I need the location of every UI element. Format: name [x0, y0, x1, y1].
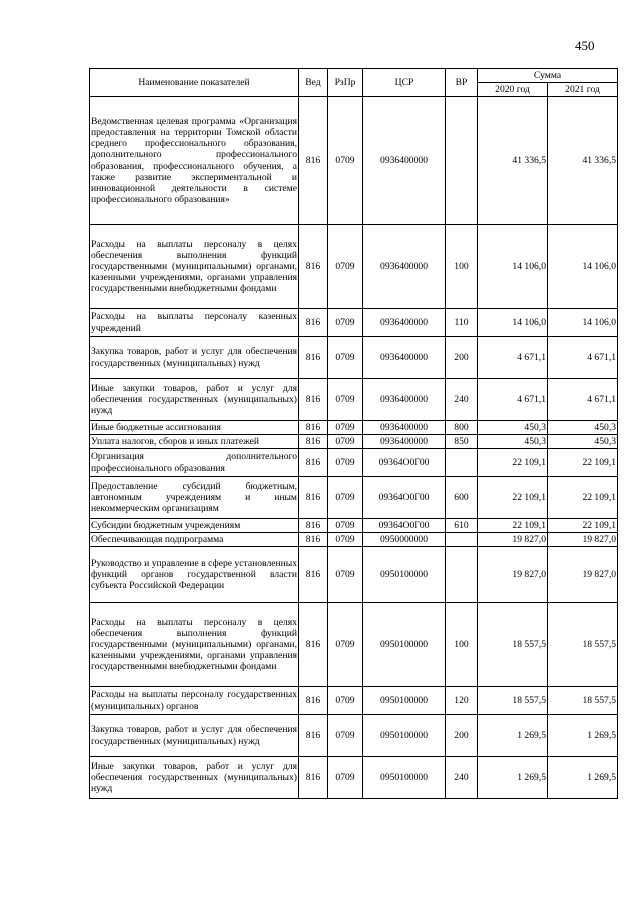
row-rzpr: 0709 — [328, 533, 363, 547]
row-csr: 0936400000 — [363, 97, 446, 225]
row-csr: 0950100000 — [363, 603, 446, 687]
table-row — [90, 715, 618, 757]
row-sum-2020: 14 106,0 — [478, 225, 548, 309]
row-rzpr: 0709 — [328, 435, 363, 449]
table-body — [90, 97, 618, 799]
row-sum-2020: 450,3 — [478, 421, 548, 435]
row-sum-2020: 19 827,0 — [478, 533, 548, 547]
row-sum-2020: 22 109,1 — [478, 449, 548, 477]
table-row — [90, 309, 618, 337]
row-name: Ведомственная целевая программа «Организация предоставления на территории Томской области среднего профессионального образования, дополнительного профессионального образования, профессионального обучения, а также развитие экспериментальной и инновационной деятельности в системе профессионального образования» — [90, 97, 299, 225]
row-csr: 0936400000 — [363, 337, 446, 379]
header-year-2021: 2021 год — [548, 83, 618, 97]
row-sum-2020: 41 336,5 — [478, 97, 548, 225]
row-vr: 240 — [446, 379, 478, 421]
row-rzpr: 0709 — [328, 757, 363, 799]
row-csr: 0936400000 — [363, 435, 446, 449]
row-rzpr: 0709 — [328, 225, 363, 309]
row-vr — [446, 97, 478, 225]
row-rzpr: 0709 — [328, 379, 363, 421]
row-name: Иные закупки товаров, работ и услуг для обеспечения государственных (муниципальных) нужд — [90, 379, 299, 421]
table-row — [90, 449, 618, 477]
header-rzpr: РзПр — [328, 69, 363, 97]
row-sum-2021: 19 827,0 — [548, 533, 618, 547]
row-sum-2021: 1 269,5 — [548, 757, 618, 799]
row-rzpr: 0709 — [328, 97, 363, 225]
row-ved: 816 — [299, 97, 328, 225]
row-csr: 09364О0Г00 — [363, 519, 446, 533]
row-rzpr: 0709 — [328, 547, 363, 603]
row-vr: 610 — [446, 519, 478, 533]
row-name: Иные закупки товаров, работ и услуг для обеспечения государственных (муниципальных) нужд — [90, 757, 299, 799]
row-sum-2021: 18 557,5 — [548, 687, 618, 715]
table-row — [90, 379, 618, 421]
row-name: Расходы на выплаты персоналу государственных (муниципальных) органов — [90, 687, 299, 715]
row-rzpr: 0709 — [328, 519, 363, 533]
table-row — [90, 757, 618, 799]
row-ved: 816 — [299, 519, 328, 533]
row-ved: 816 — [299, 757, 328, 799]
row-sum-2021: 22 109,1 — [548, 449, 618, 477]
row-rzpr: 0709 — [328, 603, 363, 687]
row-ved: 816 — [299, 435, 328, 449]
table-row — [90, 435, 618, 449]
row-csr: 0950100000 — [363, 547, 446, 603]
row-name: Обеспечивающая подпрограмма — [90, 533, 299, 547]
table-row — [90, 533, 618, 547]
row-ved: 816 — [299, 225, 328, 309]
row-sum-2020: 450,3 — [478, 435, 548, 449]
row-sum-2020: 1 269,5 — [478, 715, 548, 757]
row-csr: 0936400000 — [363, 379, 446, 421]
table-row — [90, 97, 618, 225]
row-vr: 800 — [446, 421, 478, 435]
row-rzpr: 0709 — [328, 309, 363, 337]
row-vr — [446, 449, 478, 477]
row-sum-2020: 22 109,1 — [478, 519, 548, 533]
row-sum-2020: 18 557,5 — [478, 603, 548, 687]
row-sum-2020: 22 109,1 — [478, 477, 548, 519]
row-vr: 100 — [446, 603, 478, 687]
row-vr — [446, 533, 478, 547]
row-sum-2020: 14 106,0 — [478, 309, 548, 337]
row-sum-2021: 4 671,1 — [548, 337, 618, 379]
table-header — [90, 69, 618, 97]
row-ved: 816 — [299, 421, 328, 435]
row-vr: 110 — [446, 309, 478, 337]
row-ved: 816 — [299, 309, 328, 337]
header-year-2020: 2020 год — [478, 83, 548, 97]
row-vr: 600 — [446, 477, 478, 519]
table-row — [90, 477, 618, 519]
row-vr: 200 — [446, 337, 478, 379]
budget-table — [89, 68, 618, 799]
header-csr: ЦСР — [363, 69, 446, 97]
row-rzpr: 0709 — [328, 337, 363, 379]
row-csr: 0936400000 — [363, 421, 446, 435]
row-ved: 816 — [299, 449, 328, 477]
page-number: 450 — [575, 38, 595, 53]
row-ved: 816 — [299, 547, 328, 603]
row-vr: 200 — [446, 715, 478, 757]
row-vr: 120 — [446, 687, 478, 715]
table-row — [90, 687, 618, 715]
row-vr: 240 — [446, 757, 478, 799]
header-vr: ВР — [446, 69, 478, 97]
row-sum-2021: 19 827,0 — [548, 547, 618, 603]
header-name: Наименование показателей — [90, 69, 299, 97]
row-csr: 09364О0Г00 — [363, 449, 446, 477]
row-sum-2020: 19 827,0 — [478, 547, 548, 603]
row-rzpr: 0709 — [328, 449, 363, 477]
row-sum-2020: 4 671,1 — [478, 337, 548, 379]
row-sum-2020: 1 269,5 — [478, 757, 548, 799]
row-csr: 0950000000 — [363, 533, 446, 547]
table-row — [90, 421, 618, 435]
row-sum-2021: 18 557,5 — [548, 603, 618, 687]
row-sum-2020: 18 557,5 — [478, 687, 548, 715]
row-rzpr: 0709 — [328, 477, 363, 519]
row-ved: 816 — [299, 477, 328, 519]
row-rzpr: 0709 — [328, 687, 363, 715]
row-name: Субсидии бюджетным учреждениям — [90, 519, 299, 533]
row-name: Иные бюджетные ассигнования — [90, 421, 299, 435]
row-name: Уплата налогов, сборов и иных платежей — [90, 435, 299, 449]
row-ved: 816 — [299, 715, 328, 757]
table-row — [90, 519, 618, 533]
row-ved: 816 — [299, 379, 328, 421]
row-name: Предоставление субсидий бюджетным, автономным учреждениям и иным некоммерческим организациям — [90, 477, 299, 519]
row-name: Закупка товаров, работ и услуг для обеспечения государственных (муниципальных) нужд — [90, 337, 299, 379]
row-sum-2020: 4 671,1 — [478, 379, 548, 421]
row-sum-2021: 450,3 — [548, 421, 618, 435]
row-name: Расходы на выплаты персоналу в целях обеспечения выполнения функций государственными (муниципальными) органами, казенными учреждениями, органами управления государственными внебюджетными фондами — [90, 225, 299, 309]
row-name: Расходы на выплаты персоналу в целях обеспечения выполнения функций государственными (муниципальными) органами, казенными учреждениями, органами управления государственными внебюджетными фондами — [90, 603, 299, 687]
row-csr: 0950100000 — [363, 715, 446, 757]
row-sum-2021: 4 671,1 — [548, 379, 618, 421]
row-vr: 850 — [446, 435, 478, 449]
row-ved: 816 — [299, 533, 328, 547]
row-ved: 816 — [299, 337, 328, 379]
row-rzpr: 0709 — [328, 421, 363, 435]
header-sum: Сумма — [478, 69, 618, 83]
row-sum-2021: 14 106,0 — [548, 225, 618, 309]
row-ved: 816 — [299, 687, 328, 715]
row-ved: 816 — [299, 603, 328, 687]
row-sum-2021: 22 109,1 — [548, 519, 618, 533]
row-vr — [446, 547, 478, 603]
row-sum-2021: 14 106,0 — [548, 309, 618, 337]
row-csr: 0936400000 — [363, 309, 446, 337]
row-rzpr: 0709 — [328, 715, 363, 757]
row-sum-2021: 1 269,5 — [548, 715, 618, 757]
row-name: Расходы на выплаты персоналу казенных учреждений — [90, 309, 299, 337]
table-row — [90, 603, 618, 687]
row-csr: 0950100000 — [363, 687, 446, 715]
row-csr: 0950100000 — [363, 757, 446, 799]
row-name: Организация дополнительного профессионального образования — [90, 449, 299, 477]
table-row — [90, 337, 618, 379]
row-csr: 0936400000 — [363, 225, 446, 309]
row-name: Закупка товаров, работ и услуг для обеспечения государственных (муниципальных) нужд — [90, 715, 299, 757]
row-sum-2021: 41 336,5 — [548, 97, 618, 225]
row-csr: 09364О0Г00 — [363, 477, 446, 519]
row-vr: 100 — [446, 225, 478, 309]
row-sum-2021: 22 109,1 — [548, 477, 618, 519]
row-name: Руководство и управление в сфере установленных функций органов государственной власти субъекта Российской Федерации — [90, 547, 299, 603]
table-row — [90, 225, 618, 309]
table-row — [90, 547, 618, 603]
header-ved: Вед — [299, 69, 328, 97]
row-sum-2021: 450,3 — [548, 435, 618, 449]
